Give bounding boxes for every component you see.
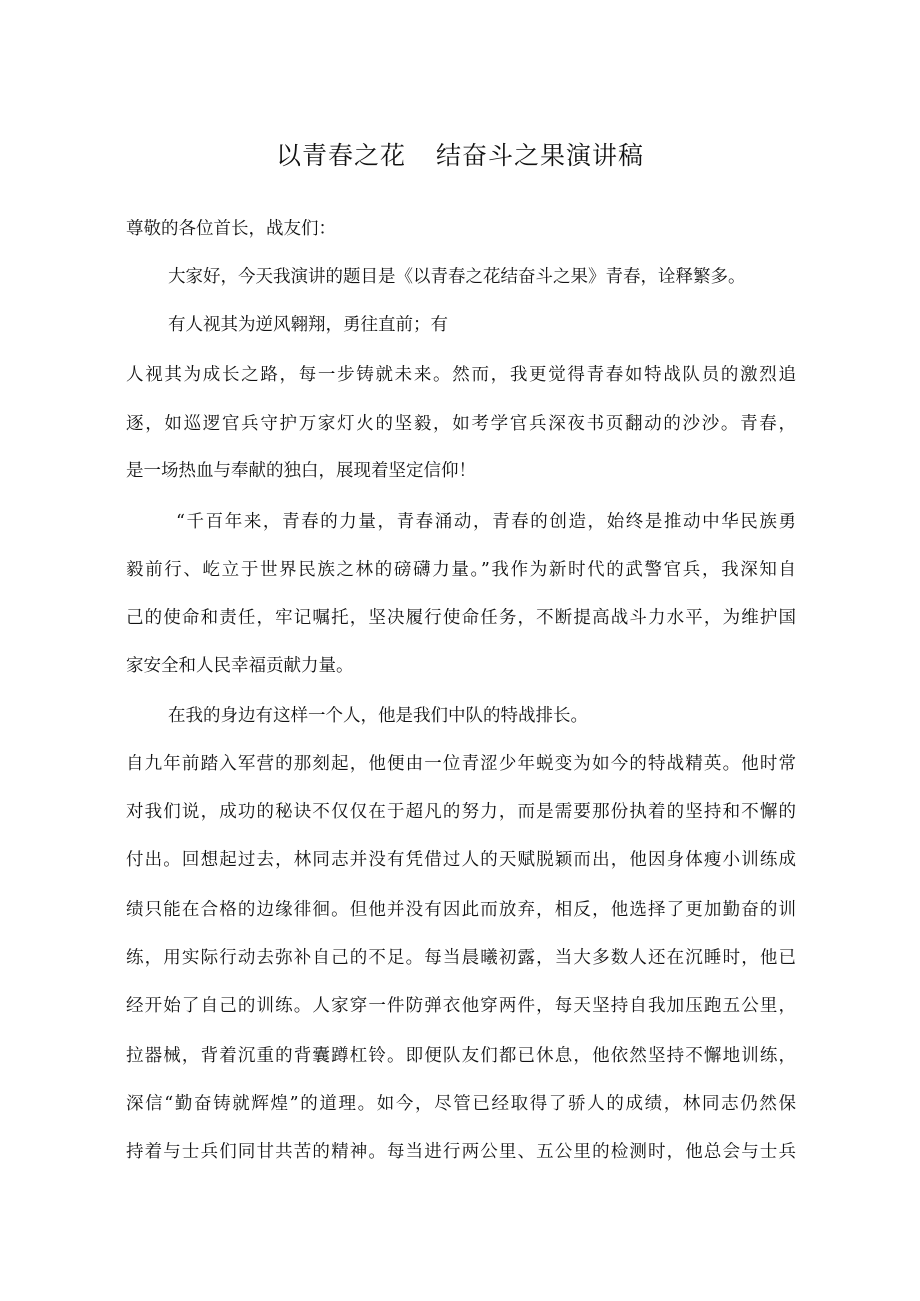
paragraph-line: 深信“勤奋铸就辉煌”的道理。如今，尽管已经取得了骄人的成绩，林同志仍然保 (126, 1094, 796, 1114)
paragraph-line: 在我的身边有这样一个人，他是我们中队的特战排长。 (168, 706, 588, 726)
salutation-line: 尊敬的各位首长，战友们： (126, 219, 336, 239)
paragraph-line: 绩只能在合格的边缘徘徊。但他并没有因此而放弃，相反，他选择了更加勤奋的训 (126, 900, 796, 920)
paragraph-line: 付出。回想起过去，林同志并没有凭借过人的天赋脱颖而出，他因身体瘦小训练成 (126, 850, 796, 870)
paragraph-line: 自九年前踏入军营的那刻起，他便由一位青涩少年蜕变为如今的特战精英。他时常 (126, 754, 796, 774)
paragraph-line: 拉器械，背着沉重的背囊蹲杠铃。即便队友们都已休息，他依然坚持不懈地训练， (126, 1046, 796, 1066)
paragraph-line: 人视其为成长之路，每一步铸就未来。然而，我更觉得青春如特战队员的激烈追 (126, 365, 796, 385)
title-part-1: 以青春之花 (275, 141, 406, 170)
paragraph-line: 经开始了自己的训练。人家穿一件防弹衣他穿两件，每天坚持自我加压跑五公里， (126, 996, 796, 1016)
title-part-2: 结奋斗之果演讲稿 (436, 141, 645, 170)
paragraph-line: 对我们说，成功的秘诀不仅仅在于超凡的努力，而是需要那份执着的坚持和不懈的 (126, 802, 796, 822)
paragraph-line: 大家好，今天我演讲的题目是《以青春之花结奋斗之果》青春，诠释繁多。 (168, 267, 746, 287)
paragraph-line: 毅前行、屹立于世界民族之林的磅礴力量。”我作为新时代的武警官兵，我深知自 (126, 560, 796, 580)
paragraph-line: 逐，如巡逻官兵守护万家灯火的坚毅，如考学官兵深夜书页翻动的沙沙。青春， (126, 414, 796, 434)
paragraph-line: 有人视其为逆风翱翔，勇往直前；有 (168, 315, 448, 335)
paragraph-line: 持着与士兵们同甘共苦的精神。每当进行两公里、五公里的检测时，他总会与士兵 (126, 1142, 796, 1162)
paragraph-line: 练，用实际行动去弥补自己的不足。每当晨曦初露，当大多数人还在沉睡时，他已 (126, 948, 796, 968)
document-title (0, 138, 920, 174)
paragraph-line: “千百年来，青春的力量，青春涌动，青春的创造，始终是推动中华民族勇 (176, 512, 796, 532)
paragraph-line: 家安全和人民幸福贡献力量。 (126, 656, 354, 676)
paragraph-line: 己的使命和责任，牢记嘱托，坚决履行使命任务，不断提高战斗力水平，为维护国 (126, 608, 796, 628)
paragraph-line: 是一场热血与奉献的独白，展现着坚定信仰！ (126, 461, 476, 481)
